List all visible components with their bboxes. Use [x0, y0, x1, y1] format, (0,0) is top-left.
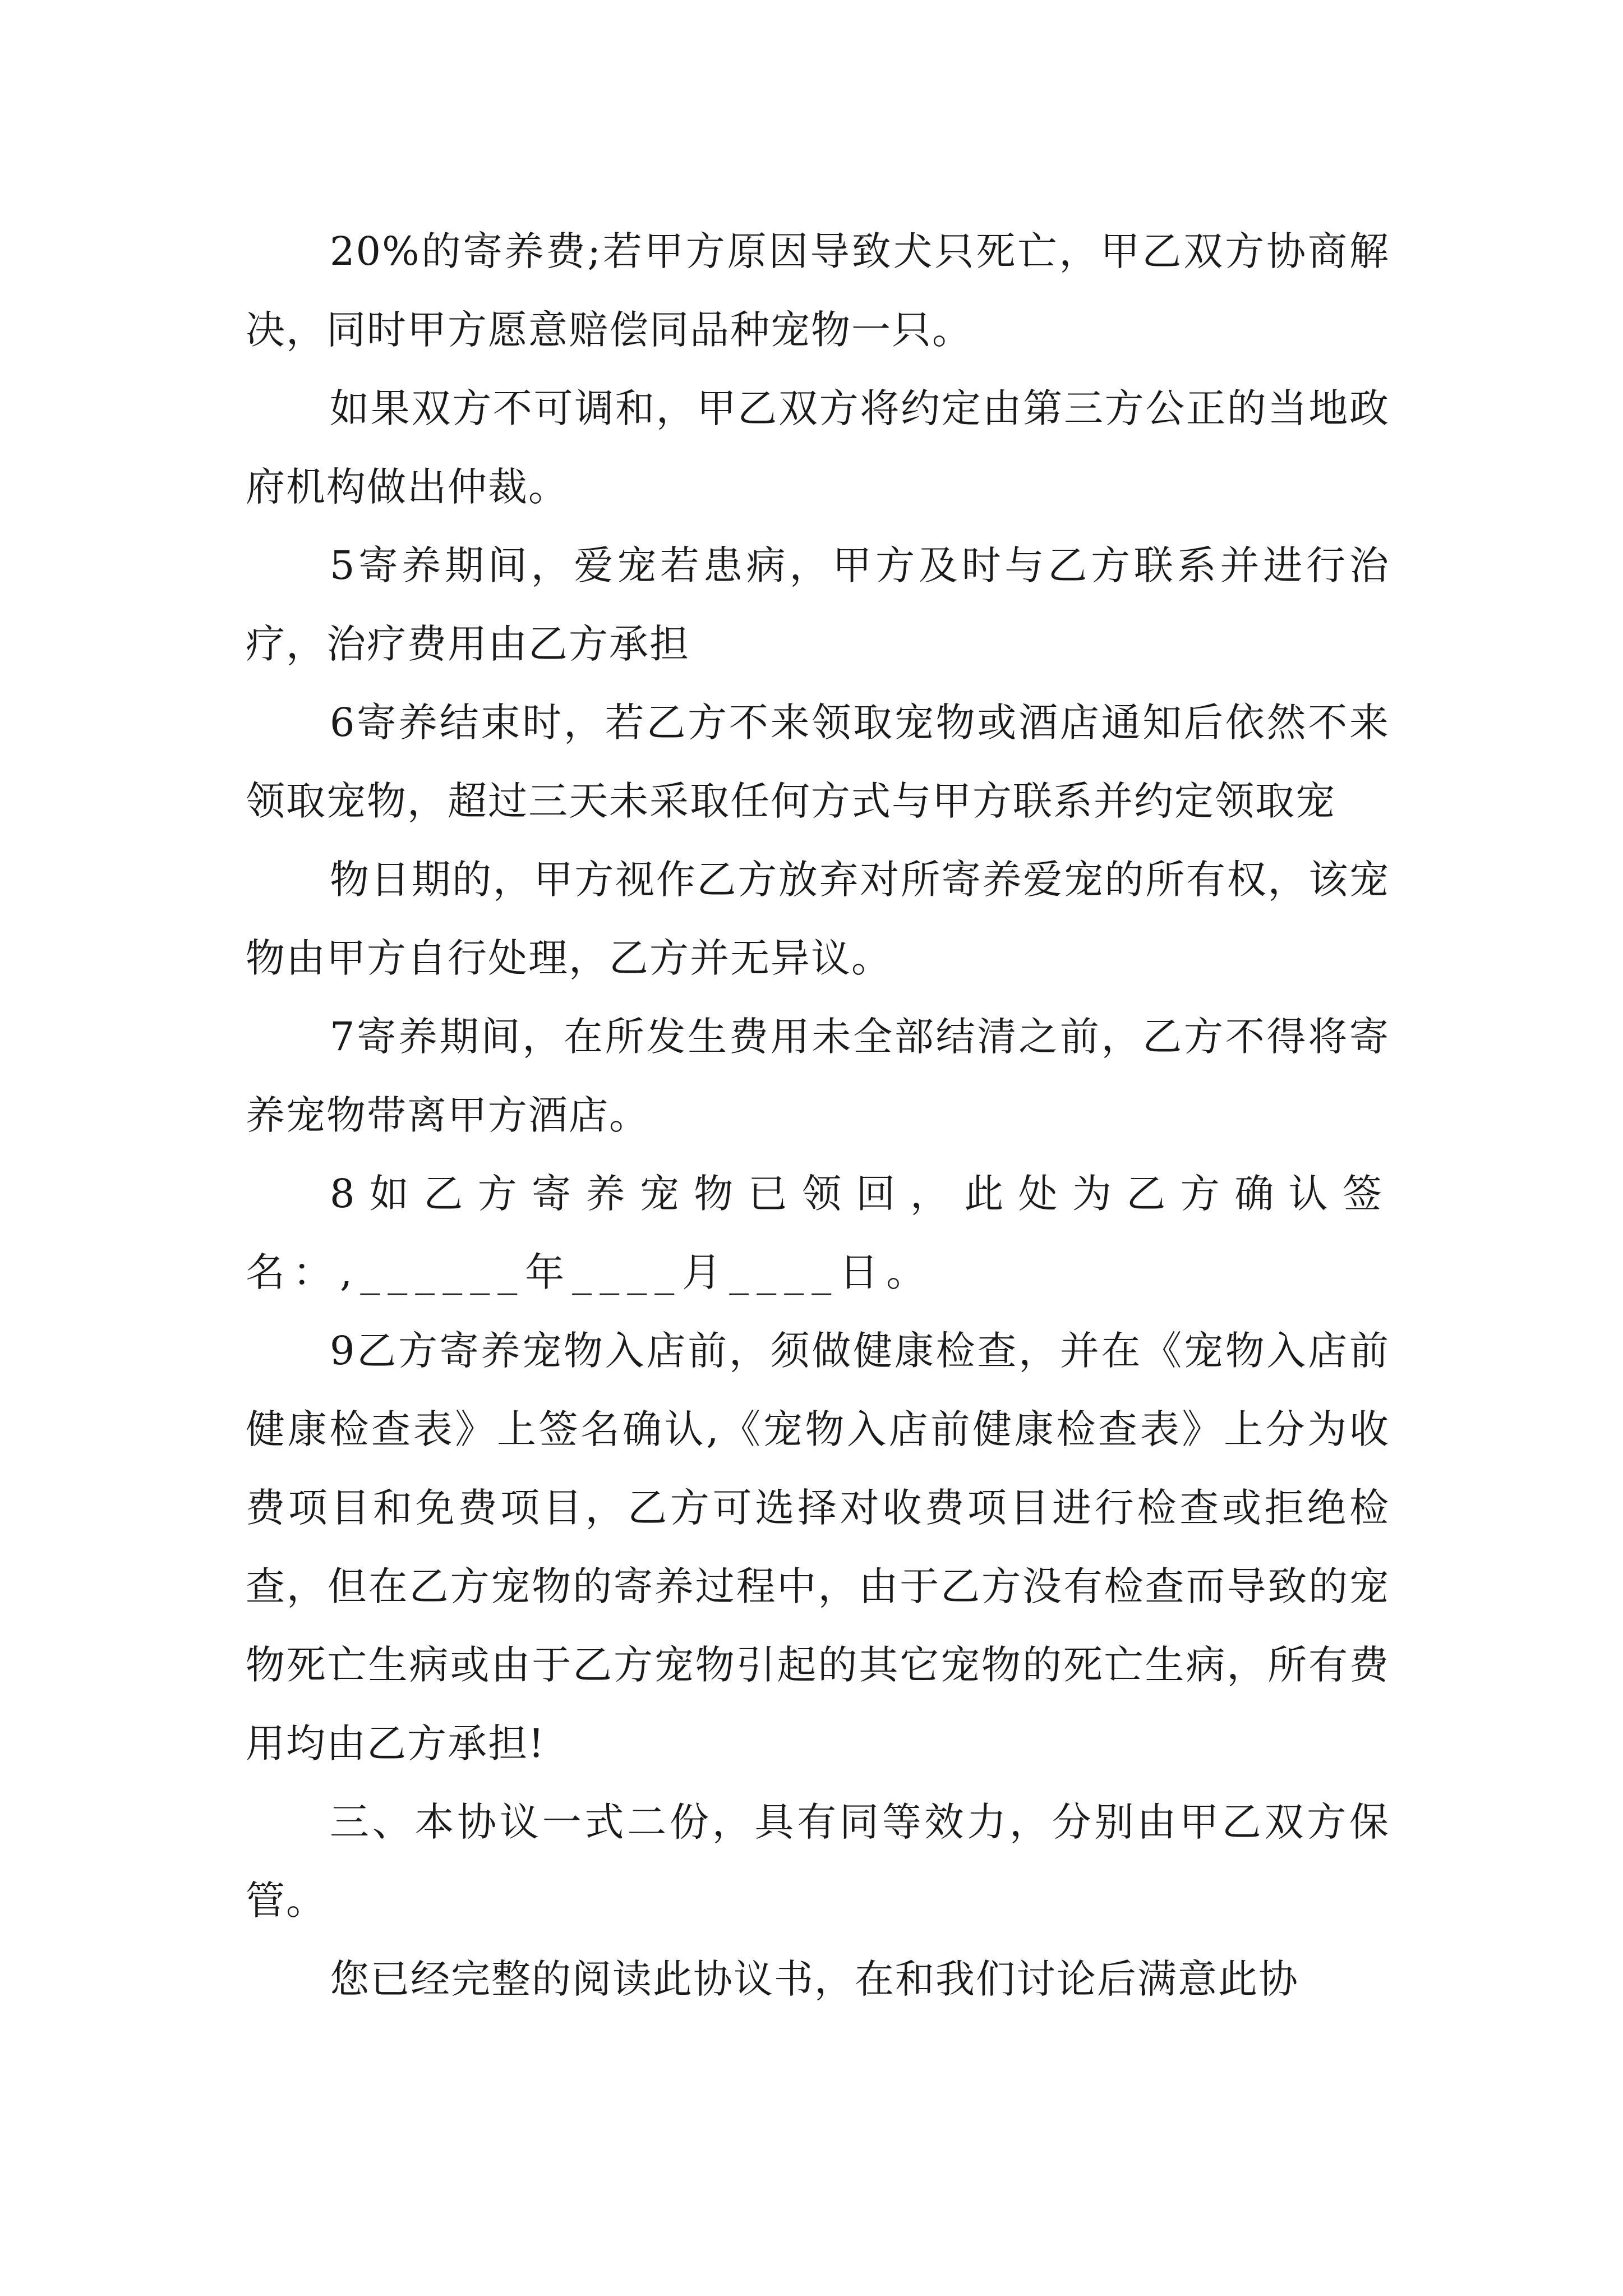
document-body	[246, 212, 1390, 2018]
paragraph-section-3: 三、本协议一式二份，具有同等效力，分别由甲乙双方保管。	[246, 1799, 1390, 1924]
paragraph-clause-7: 7寄养期间，在所发生费用未全部结清之前，乙方不得将寄养宠物带离甲方酒店。	[246, 1014, 1390, 1138]
paragraph-arbitration: 如果双方不可调和，甲乙双方将约定由第三方公正的当地政府机构做出仲裁。	[246, 385, 1390, 510]
paragraph-clause-6: 6寄养结束时，若乙方不来领取宠物或酒店通知后依然不来领取宠物，超过三天未采取任何方式与甲方联系并约定领取宠	[246, 700, 1390, 824]
paragraph-clause-6-continued: 物日期的，甲方视作乙方放弃对所寄养爱宠的所有权，该宠物由甲方自行处理，乙方并无异议。	[246, 857, 1390, 981]
paragraph-closing: 您已经完整的阅读此协议书，在和我们讨论后满意此协	[330, 1956, 1299, 2002]
paragraph-clause-5: 5寄养期间，爱宠若患病，甲方及时与乙方联系并进行治疗，治疗费用由乙方承担	[246, 542, 1390, 667]
paragraph-clause-8-signature: 8如乙方寄养宠物已领回，此处为乙方确认签名：,______年____月____日。	[246, 1171, 1390, 1295]
paragraph-boarding-fee: 20%的寄养费;若甲方原因导致犬只死亡，甲乙双方协商解决，同时甲方愿意赔偿同品种宠物一只。	[246, 228, 1390, 353]
paragraph-clause-9: 9乙方寄养宠物入店前，须做健康检查，并在《宠物入店前健康检查表》上签名确认,《宠物入店前健康检查表》上分为收费项目和免费项目，乙方可选择对收费项目进行检查或拒绝检查，但在乙方宠物的寄养过程中，由于乙方没有检查而导致的宠物死亡生病或由于乙方宠物引起的其它宠物的死亡生病，所有费用均由乙方承担!	[246, 1328, 1390, 1766]
